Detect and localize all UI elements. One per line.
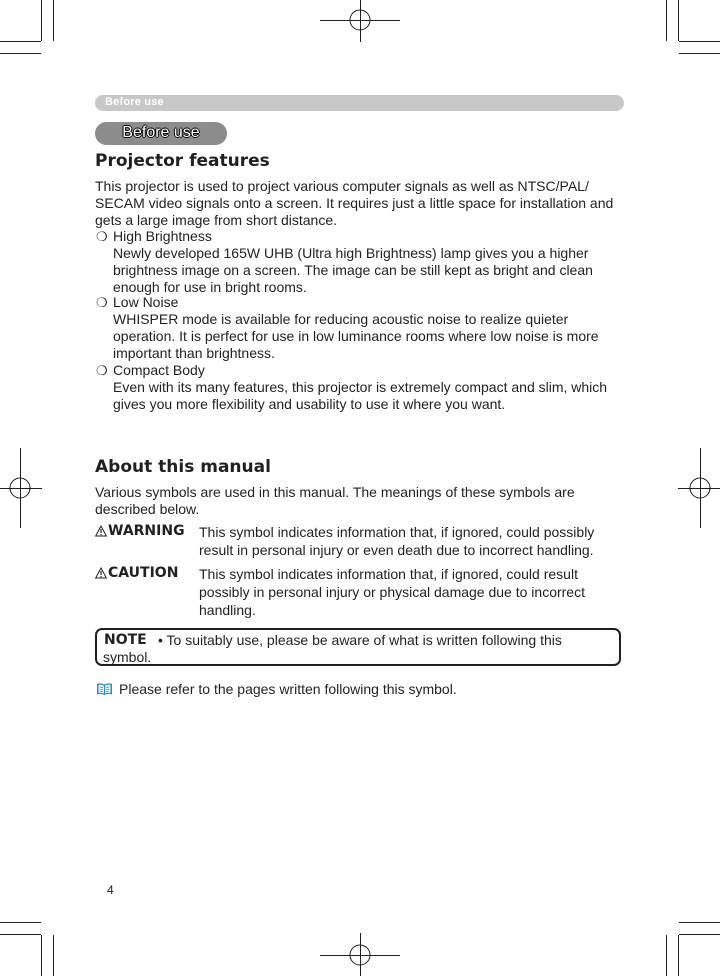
caution-description: This symbol indicates information that, if ignored, could result possibly in personal injury or physical damage due to incorrect handling. xyxy=(199,566,585,618)
book-icon xyxy=(96,682,113,696)
features-intro: This projector is used to project various computer signals as well as NTSC/PAL/ SECAM video signals onto a screen. It requires just a little space for installation and gets a large image from short distance. xyxy=(95,178,614,228)
note-label: NOTE xyxy=(104,632,147,648)
warning-label xyxy=(95,523,185,539)
feature-title: Compact Body xyxy=(113,362,205,378)
feature-item xyxy=(113,228,623,296)
note-text: • To suitably use, please be aware of what is written following this symbol. xyxy=(103,632,562,665)
feature-title: Low Noise xyxy=(113,294,179,310)
feature-item xyxy=(113,362,623,413)
manual-heading: About this manual xyxy=(95,457,271,477)
reference-line xyxy=(96,681,457,697)
note-box xyxy=(95,628,621,666)
page-number: 4 xyxy=(107,883,114,897)
warning-triangle-icon xyxy=(95,567,107,579)
running-header xyxy=(95,95,624,111)
warning-description: This symbol indicates information that, if ignored, could possibly result in personal injury or even death due to incorrect handling. xyxy=(199,524,595,558)
reference-text: Please refer to the pages written following this symbol. xyxy=(119,681,457,697)
running-header-title: Before use xyxy=(105,96,164,108)
caution-row xyxy=(95,565,625,619)
bullet-icon: ❍ xyxy=(96,363,108,378)
section-tab xyxy=(95,122,227,145)
manual-intro: Various symbols are used in this manual. The meanings of these symbols are described below. xyxy=(95,484,575,517)
warning-label-text: WARNING xyxy=(108,523,185,539)
features-heading: Projector features xyxy=(95,151,270,171)
feature-title: High Brightness xyxy=(113,228,212,244)
section-tab-label: Before use xyxy=(122,124,200,141)
feature-text: WHISPER mode is available for reducing acoustic noise to realize quieter operation. It is perfect for use in low luminance rooms where low noise is more important than brightness. xyxy=(113,311,599,361)
caution-label-text: CAUTION xyxy=(108,565,179,581)
bullet-icon: ❍ xyxy=(96,229,108,244)
warning-triangle-icon xyxy=(95,525,107,537)
feature-text: Newly developed 165W UHB (Ultra high Brightness) lamp gives you a higher brightness image on a screen. The image can be still kept as bright and clean enough for use in bright rooms. xyxy=(113,245,593,295)
feature-item xyxy=(113,294,623,362)
feature-text: Even with its many features, this projector is extremely compact and slim, which gives you more flexibility and usability to use it where you want. xyxy=(113,379,608,412)
bullet-icon: ❍ xyxy=(96,295,108,310)
caution-label xyxy=(95,565,178,581)
warning-row xyxy=(95,523,625,563)
